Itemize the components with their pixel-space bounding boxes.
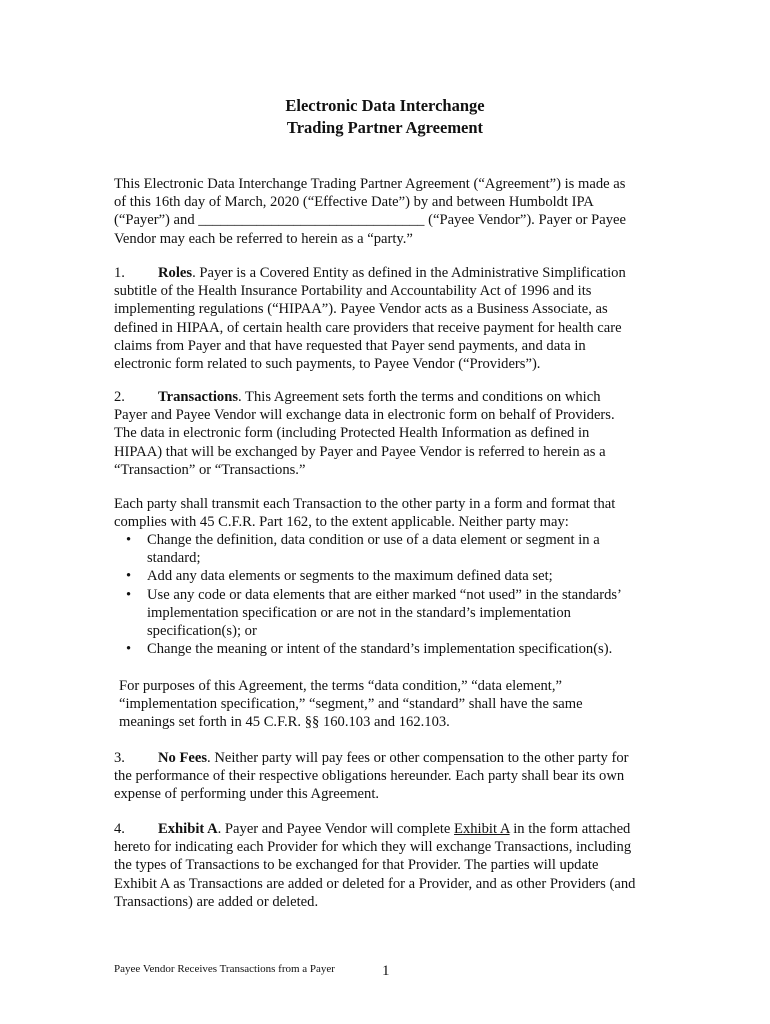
exhibit-a-link[interactable]: Exhibit A: [454, 821, 510, 837]
intro-paragraph: [114, 175, 674, 248]
each-party-line: Each party shall transmit each Transaction to the other party in a form and format that: [114, 496, 616, 512]
section-3-first-line: [114, 749, 674, 767]
purposes-paragraph: [119, 677, 679, 732]
intro-line: of this 16th day of March, 2020 (“Effective Date”) by and between Humboldt IPA: [114, 194, 594, 211]
section-1-roles: [114, 264, 674, 373]
section-3-line: the performance of their respective obligations hereunder. Each party shall bear its own: [114, 768, 625, 785]
section-4-first-line-text: . Payer and Payee Vendor will complete: [217, 821, 455, 837]
section-2-first-line: [114, 388, 674, 406]
section-2-line: “Transaction” or “Transactions.”: [114, 461, 306, 478]
section-4-line: Transactions) are added or deleted.: [114, 893, 319, 910]
page-footer: Payee Vendor Receives Transactions from a Payer: [114, 963, 335, 975]
purposes-line: meanings set forth in 45 C.F.R. §§ 160.103 and 162.103.: [119, 714, 450, 731]
purposes-line: For purposes of this Agreement, the terms “data condition,” “data element,”: [119, 678, 562, 694]
list-item-line: Change the meaning or intent of the standard’s implementation specification(s).: [147, 641, 613, 658]
section-4-heading: Exhibit A: [158, 821, 218, 837]
section-2-heading: Transactions: [158, 389, 239, 405]
each-party-line: complies with 45 C.F.R. Part 162, to the extent applicable. Neither party may:: [114, 514, 569, 531]
intro-line: Vendor may each be referred to herein as a “party.”: [114, 230, 413, 247]
section-1-line: subtitle of the Health Insurance Portability and Accountability Act of 1996 and its: [114, 283, 592, 300]
purposes-line: “implementation specification,” “segment,” and “standard” shall have the same: [119, 696, 583, 713]
bullet-icon: •: [126, 641, 132, 658]
section-2-transactions: [114, 388, 674, 479]
each-party-paragraph: [114, 495, 674, 531]
section-4-exhibit-a: [114, 820, 674, 911]
section-2-first-line-text: . This Agreement sets forth the terms and conditions on which: [238, 389, 601, 405]
section-3-number: 3.: [114, 750, 125, 766]
list-item-line: Change the definition, data condition or use of a data element or segment in a: [147, 532, 600, 548]
section-2-line: Payer and Payee Vendor will exchange data in electronic form on behalf of Providers.: [114, 407, 615, 424]
section-4-line: hereto for indicating each Provider for which they will exchange Transactions, including: [114, 839, 632, 856]
section-1-line: claims from Payer and that have requested that Payer send payments, and data in: [114, 337, 586, 354]
bullet-icon: •: [126, 586, 132, 603]
section-2-line: The data in electronic form (including Protected Health Information as defined in: [114, 425, 590, 442]
list-item: [114, 531, 674, 567]
section-4-line: the types of Transactions to be exchanged for that Provider. The parties will update: [114, 857, 599, 874]
page-number: 1: [382, 963, 390, 979]
list-item-line: standard;: [147, 550, 201, 567]
section-1-number: 1.: [114, 265, 125, 281]
section-1-first-line: [114, 264, 674, 282]
section-2-number: 2.: [114, 389, 125, 405]
section-4-number: 4.: [114, 821, 125, 837]
list-item-line: specification(s); or: [147, 623, 257, 640]
section-1-line: electronic form related to such payments, to Payee Vendor (“Providers”).: [114, 356, 541, 373]
list-item-line: Use any code or data elements that are either marked “not used” in the standards’: [147, 586, 622, 603]
section-3-no-fees: [114, 749, 674, 804]
section-4-first-line: [114, 820, 674, 838]
list-item: [114, 567, 674, 585]
bullet-icon: •: [126, 532, 132, 548]
intro-line: This Electronic Data Interchange Trading Partner Agreement (“Agreement”) is made as: [114, 176, 626, 192]
intro-line: (“Payer”) and _______________________________ (“Payee Vendor”). Payer or Payee: [114, 212, 626, 229]
section-1-line: implementing regulations (“HIPAA”). Payee Vendor acts as a Business Associate, as: [114, 301, 608, 318]
section-3-line: expense of performing under this Agreement.: [114, 786, 380, 803]
list-item: [114, 586, 674, 641]
document-title-line-2: Trading Partner Agreement: [286, 118, 484, 137]
restrictions-list: [114, 531, 674, 658]
bullet-icon: •: [126, 568, 132, 585]
section-3-heading: No Fees: [158, 750, 208, 766]
section-4-line: Exhibit A as Transactions are added or deleted for a Provider, and as other Providers (and: [114, 875, 636, 892]
section-2-line: HIPAA) that will be exchanged by Payer and Payee Vendor is referred to herein as a: [114, 443, 606, 460]
list-item-line: implementation specification or are not in the standard’s implementation: [147, 604, 571, 621]
document-title-line-1: Electronic Data Interchange: [285, 96, 485, 115]
section-3-first-line-text: . Neither party will pay fees or other compensation to the other party for: [207, 750, 629, 766]
section-1-line: defined in HIPAA, of certain health care providers that receive payment for health care: [114, 319, 622, 336]
list-item: [114, 640, 674, 658]
list-item-line: Add any data elements or segments to the maximum defined data set;: [147, 568, 553, 585]
section-1-heading: Roles: [158, 265, 193, 281]
section-1-first-line-text: . Payer is a Covered Entity as defined in the Administrative Simplification: [192, 265, 626, 281]
section-4-first-line-end: in the form attached: [509, 821, 631, 837]
